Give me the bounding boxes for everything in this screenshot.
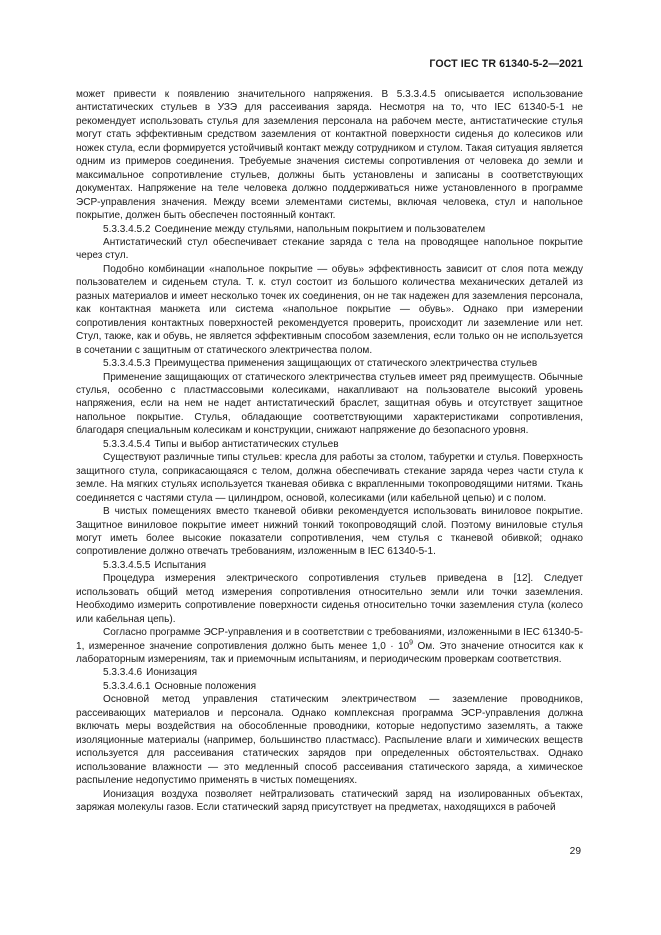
section-heading	[76, 438, 583, 451]
body-paragraph: Существуют различные типы стульев: кресла для работы за столом, табуретки и стулья. Поверхность защитного стула, соприкасающаяся с телом, должна обеспечивать стекание заряда через части стула к земле. На мягких стульях используется тканевая обивка с вкрапленными токопроводящими нитями. Ткань соединяется с частями стула — цилиндром, основой, колесиками (или кабельной цепью) и с полом.	[76, 452, 583, 504]
section-number: 5.3.3.4.5.4	[103, 438, 151, 450]
section-heading	[76, 357, 583, 370]
body-paragraph: Ионизация воздуха позволяет нейтрализовать статический заряд на изолированных объектах, заряжая молекулы газов. Если статический заряд присутствует на предметах, находящихся в рабочей	[76, 788, 583, 814]
body-paragraph: Антистатический стул обеспечивает стекание заряда с тела на проводящее напольное покрытие через стул.	[76, 236, 583, 262]
paragraph-text: Согласно программе ЭСР-управления и в соответствии с требованиями, изложенными в IEC 61340-5-1, измеренное значение сопротивления должно быть менее 1,0 · 10	[76, 627, 583, 652]
body-paragraph: Основной метод управления статическим электричеством — заземление проводников, рассеивающих материалов и персонала. Однако комплексная программа ЭСР-управления должна включать меры воздействия на обособленные проводники, которые недопустимо заземлять, а также изоляционные материалы (например, большинство пластмасс). Распыление влаги и химических веществ используется для рассеивания статических зарядов при определенных обстоятельствах. Однако использование влажности — это медленный способ рассеивания статического заряда, а химическое распыление недопустимо применять в чистых помещениях.	[76, 694, 583, 787]
body-paragraph: может привести к появлению значительного напряжения. В 5.3.3.4.5 описывается использование антистатических стульев в УЗЭ для рассеивания заряда. Несмотря на то, что IEC 61340-5-1 не рекомендует использовать стулья для заземления персонала на рабочем месте, антистатические стулья могут стать эффективным средством заземления от контактной поверхности сиденья до колесиков или ножек стула, если формируется устойчивый контакт между сотрудником и стулом. Такая ситуация является одним из примеров соединения. Требуемые значения системы сопротивления от человека до земли и максимальное сопротивление стульев, должны быть установлены и записаны в соответствующих документах. Напряжение на теле человека должно поддерживаться ниже установленного в программе ЭСР-управления значения. Между всеми элементами системы, включая человека, стул и напольное покрытие, должен быть обеспечен постоянный контакт.	[76, 89, 583, 222]
section-number: 5.3.3.4.5.2	[103, 223, 151, 235]
body-paragraph: Процедура измерения электрического сопротивления стульев приведена в [12]. Следует использовать общий метод измерения сопротивления относительно земли или точки заземления. Необходимо измерить сопротивление поверхности сиденья относительно точки заземления стула (колесо или кабельная цепь).	[76, 573, 583, 625]
section-number: 5.3.3.4.6.1	[103, 680, 151, 692]
body-paragraph: В чистых помещениях вместо тканевой обивки рекомендуется использовать виниловое покрытие. Защитное виниловое покрытие имеет нижний тонкий токопроводящий слой. Поэтому виниловые стулья могут иметь более высокие показатели сопротивления, чем стулья с тканевой обивкой; однако сопротивление должно отвечать требованиям, изложенным в IEC 61340-5-1.	[76, 506, 583, 558]
body-paragraph	[76, 626, 583, 666]
section-title: Типы и выбор антистатических стульев	[154, 438, 339, 450]
section-heading	[76, 223, 583, 236]
section-heading	[76, 559, 583, 572]
section-heading	[76, 666, 583, 679]
section-heading	[76, 680, 583, 693]
section-title: Основные положения	[154, 680, 257, 692]
section-title: Преимущества применения защищающих от статического электричества стульев	[154, 358, 538, 370]
section-title: Ионизация	[146, 667, 198, 679]
section-number: 5.3.3.4.5.5	[103, 559, 151, 571]
document-body	[76, 88, 583, 814]
body-paragraph: Подобно комбинации «напольное покрытие — обувь» эффективность зависит от слоя пота между пользователем и сиденьем стула. Т. к. стул состоит из большого количества механических деталей из разных материалов и имеет несколько точек их соединения, он не так надежен для заземления персонала, как контактная манжета или система «напольное покрытие — обувь». Однако при измерении сопротивления контактных поверхностей рекомендуется проверить, происходит ли заземление или нет. Стул, также, как и обувь, не является эффективным способом заземления, если только он не используется в сочетании с защитным от статического электричества полом.	[76, 263, 583, 356]
standard-header: ГОСТ IEC TR 61340-5-2—2021	[429, 58, 583, 70]
page-number: 29	[569, 846, 581, 857]
section-number: 5.3.3.4.5.3	[103, 358, 151, 370]
exponent: 9	[409, 639, 414, 647]
paragraph-text: Ом. Это значение относится как к лабораторным измерениям, так и приемочным испытаниям, и периодическим проверкам соответствия.	[76, 640, 583, 666]
body-paragraph: Применение защищающих от статического электричества стульев имеет ряд преимуществ. Обычные стулья, особенно с пластмассовыми колесиками, накапливают на пользователе высокий уровень напряжения, если на нем не надет антистатический браслет, защитная обувь и отсутствует защитное напольное покрытие. Стулья, обладающие соответствующими характеристиками сопротивления, благодаря специальным колесикам и конструкции, снижают напряжение до безопасного уровня.	[76, 371, 583, 437]
section-title: Испытания	[154, 559, 207, 571]
section-title: Соединение между стульями, напольным покрытием и пользователем	[154, 223, 486, 235]
section-number: 5.3.3.4.6	[103, 667, 143, 679]
